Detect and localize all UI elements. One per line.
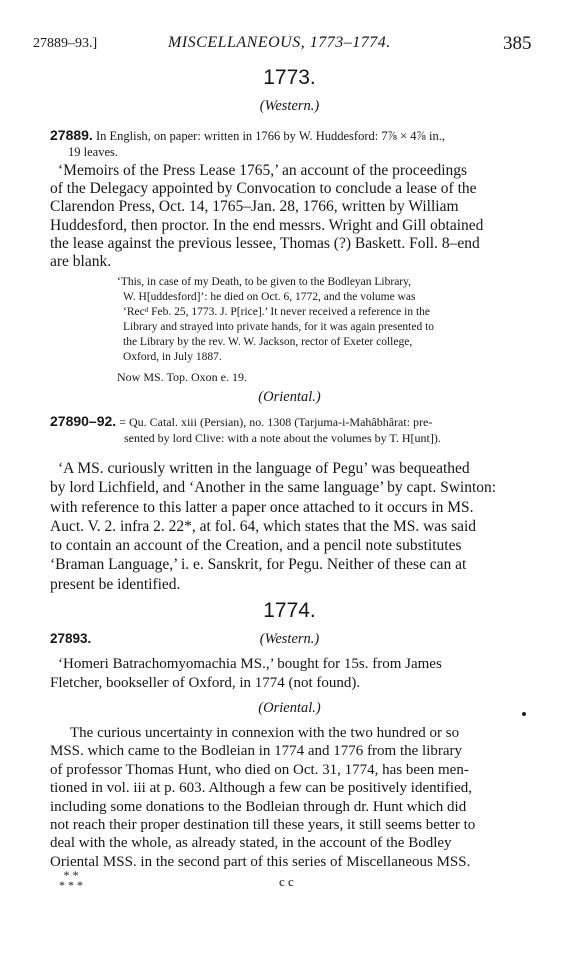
ink-speck bbox=[522, 712, 526, 716]
entry-27889-description bbox=[50, 127, 445, 160]
text-line: of the Delegacy appointed by Convocation to conclude a lease of the bbox=[50, 180, 477, 198]
text-line: of professor Thomas Hunt, who died on Oct. 31, 1774, has been men- bbox=[50, 761, 469, 778]
year-heading-1773: 1773. bbox=[263, 66, 316, 89]
entry-27889-line: In English, on paper: written in 1766 by W. Huddesford: 7⅞ × 4⅞ in., bbox=[95, 129, 445, 143]
text-line: deal with the whole, as already stated, in the account of the Bodley bbox=[50, 835, 452, 852]
text-line: Auct. V. 2. infra 2. 22*, at fol. 64, which states that the MS. was said bbox=[50, 517, 477, 535]
paragraph-27889 bbox=[50, 162, 483, 271]
text-line: with reference to this latter a paper once attached to it occurs in MS. bbox=[50, 498, 474, 516]
text-line: Fletcher, bookseller of Oxford, in 1774 (not found). bbox=[50, 674, 361, 691]
note-line: Library and strayed into private hands, for it was again presented to bbox=[123, 321, 435, 333]
text-line: to contain an account of the Creation, and a pencil note substitutes bbox=[50, 537, 462, 555]
text-line: ‘A MS. curiously written in the language of Pegu’ was bequeathed bbox=[58, 460, 470, 477]
asterism-bottom: * * * bbox=[59, 878, 83, 892]
section-heading-western-1774: (Western.) bbox=[259, 631, 320, 647]
text-line: Oriental MSS. in the second part of this series of Miscellaneous MSS. bbox=[50, 853, 471, 870]
entry-number-27893: 27893. bbox=[50, 631, 92, 646]
paragraph-27890-92 bbox=[50, 459, 496, 594]
signature-mark: c c bbox=[279, 874, 294, 889]
entry-27889-line: 19 leaves. bbox=[68, 145, 118, 159]
note-line: Oxford, in July 1887. bbox=[123, 351, 222, 363]
year-heading-1774: 1774. bbox=[263, 599, 316, 622]
section-heading-western-1773: (Western.) bbox=[259, 98, 320, 114]
page-number: 385 bbox=[503, 33, 532, 54]
text-line: present be identified. bbox=[50, 575, 181, 593]
running-head-range: 27889–93.] bbox=[33, 36, 98, 51]
paragraph-hunt-manuscripts bbox=[50, 724, 475, 871]
text-line: ‘Braman Language,’ i. e. Sanskrit, for Pegu. Neither of these can at bbox=[50, 556, 467, 574]
asterism bbox=[48, 870, 94, 890]
entry-27890-line: = Qu. Catal. xiii (Persian), no. 1308 (Tarjuma-i-Mahâbhârat: pre- bbox=[119, 415, 433, 429]
text-line: ‘Homeri Batrachomyomachia MS.,’ bought for 15s. from James bbox=[58, 656, 442, 672]
asterism-top: * * bbox=[63, 868, 79, 882]
entry-27890-line: sented by lord Clive: with a note about the volumes by T. H[unt]). bbox=[124, 431, 441, 445]
text-line: MSS. which came to the Bodleian in 1774 and 1776 from the library bbox=[50, 743, 463, 760]
paragraph-27893 bbox=[50, 655, 442, 692]
text-line: including some donations to the Bodleian through dr. Hunt which did bbox=[50, 798, 467, 815]
text-line: not reach their proper destination till these years, it still seems better to bbox=[50, 817, 476, 834]
section-heading-oriental-1774: (Oriental.) bbox=[258, 700, 321, 716]
note-line: ‘This, in case of my Death, to be given to the Bodleyan Library, bbox=[117, 276, 412, 288]
note-27889 bbox=[117, 275, 434, 365]
running-head-title: MISCELLANEOUS, 1773–1774. bbox=[168, 34, 391, 51]
text-line: The curious uncertainty in connexion with the two hundred or so bbox=[70, 725, 460, 741]
shelfmark-27889: Now MS. Top. Oxon e. 19. bbox=[117, 370, 247, 384]
text-line: Clarendon Press, Oct. 14, 1765–Jan. 28, 1766, written by William bbox=[50, 198, 459, 216]
text-line: ‘Memoirs of the Press Lease 1765,’ an account of the proceedings bbox=[58, 162, 468, 179]
text-line: the lease against the previous lessee, Thomas (?) Baskett. Foll. 8–end bbox=[50, 234, 480, 252]
note-line: ‘Recᵈ Feb. 25, 1773. J. P[rice].’ It never received a reference in the bbox=[123, 306, 431, 318]
entry-27890-92-description bbox=[50, 413, 441, 446]
note-line: the Library by the rev. W. W. Jackson, rector of Exeter college, bbox=[123, 336, 413, 348]
entry-number-27890-92: 27890–92. bbox=[50, 413, 117, 429]
text-line: tioned in vol. iii at p. 603. Although a few can be positively identified, bbox=[50, 780, 473, 797]
text-line: Huddesford, then proctor. In the end messrs. Wright and Gill obtained bbox=[50, 216, 484, 234]
section-heading-oriental-1773: (Oriental.) bbox=[258, 389, 321, 405]
text-line: by lord Lichfield, and ‘Another in the same language’ by capt. Swinton: bbox=[50, 479, 497, 497]
note-line: W. H[uddesford]’: he died on Oct. 6, 1772, and the volume was bbox=[123, 291, 416, 303]
text-line: are blank. bbox=[50, 253, 112, 271]
entry-number-27889: 27889. bbox=[50, 127, 93, 143]
